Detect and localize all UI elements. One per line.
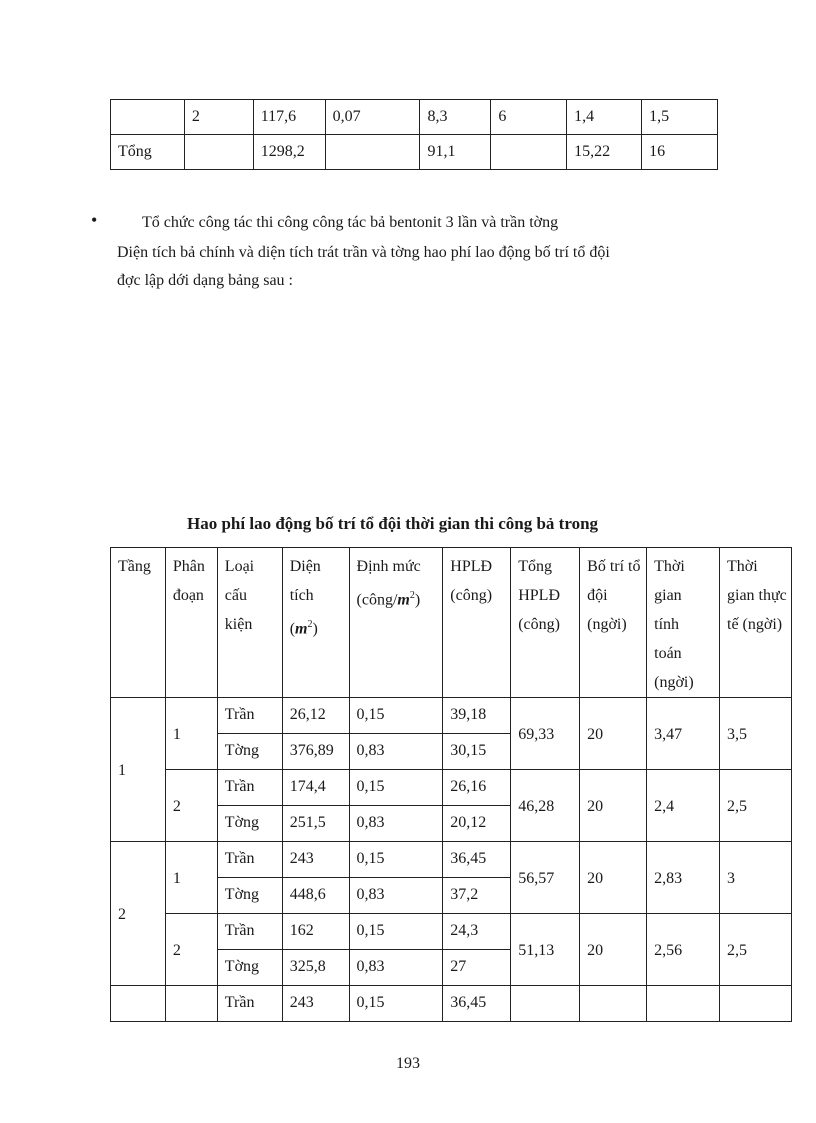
table-cell: 8,3	[420, 100, 491, 135]
table-cell	[491, 135, 567, 170]
hpld-cell: 39,18	[443, 698, 511, 734]
table-cell: 91,1	[420, 135, 491, 170]
segment-cell: 1	[165, 698, 217, 770]
area-cell: 325,8	[282, 950, 349, 986]
time-actual-cell: 3	[720, 842, 792, 914]
header-component: Loại cấu kiện	[217, 548, 282, 698]
hpld-cell: 37,2	[443, 878, 511, 914]
table-cell	[111, 100, 185, 135]
hpld-cell: 26,16	[443, 770, 511, 806]
component-cell: Trần	[217, 770, 282, 806]
area-cell: 174,4	[282, 770, 349, 806]
area-cell: 162	[282, 914, 349, 950]
segment-cell: 2	[165, 914, 217, 986]
table-cell: 2	[184, 100, 253, 135]
header-team: Bố trí tổ đội (ngời)	[580, 548, 647, 698]
table-cell: 16	[642, 135, 718, 170]
table-cell: 15,22	[567, 135, 642, 170]
table-row	[111, 914, 792, 950]
table-row	[111, 698, 792, 734]
table-cell: 0,07	[325, 100, 420, 135]
time-actual-cell	[720, 986, 792, 1022]
norm-cell: 0,15	[349, 914, 443, 950]
table-row	[111, 842, 792, 878]
table-row	[111, 100, 718, 135]
hpld-cell: 27	[443, 950, 511, 986]
table-row	[111, 135, 718, 170]
table-cell: 6	[491, 100, 567, 135]
team-cell: 20	[580, 698, 647, 770]
table-cell: 1,4	[567, 100, 642, 135]
table-cell	[184, 135, 253, 170]
floor-cell: 1	[111, 698, 166, 842]
norm-cell: 0,15	[349, 698, 443, 734]
area-cell: 251,5	[282, 806, 349, 842]
component-cell: Tờng	[217, 734, 282, 770]
time-calc-cell: 2,4	[647, 770, 720, 842]
area-cell: 448,6	[282, 878, 349, 914]
table-cell	[325, 135, 420, 170]
norm-cell: 0,83	[349, 878, 443, 914]
area-cell: 376,89	[282, 734, 349, 770]
hpld-cell: 36,45	[443, 842, 511, 878]
bullet-text: Tổ chức công tác thi công công tác bả bentonit 3 lần và trần tờng	[142, 214, 559, 231]
hpld-cell: 30,15	[443, 734, 511, 770]
total-hpld-cell: 56,57	[511, 842, 580, 914]
component-cell: Tờng	[217, 950, 282, 986]
page-number: 193	[396, 1055, 420, 1072]
hpld-cell: 36,45	[443, 986, 511, 1022]
bullet-icon: •	[91, 210, 98, 230]
team-cell	[580, 986, 647, 1022]
header-floor: Tầng	[111, 548, 166, 698]
component-cell: Trần	[217, 842, 282, 878]
norm-cell: 0,83	[349, 734, 443, 770]
header-row	[111, 548, 792, 698]
total-hpld-cell: 69,33	[511, 698, 580, 770]
header-norm: Định mức $(công/m^2)$	[349, 548, 443, 698]
segment-cell	[165, 986, 217, 1022]
total-hpld-cell: 51,13	[511, 914, 580, 986]
total-hpld-cell: 46,28	[511, 770, 580, 842]
area-cell: 26,12	[282, 698, 349, 734]
paragraph-line: Diện tích bả chính và diện tích trát trần và tờng hao phí lao động bố trí tổ đội	[117, 244, 610, 261]
floor-cell: 2	[111, 842, 166, 986]
component-cell: Tờng	[217, 806, 282, 842]
time-actual-cell: 3,5	[720, 698, 792, 770]
norm-cell: 0,83	[349, 806, 443, 842]
area-cell: 243	[282, 842, 349, 878]
hpld-cell: 20,12	[443, 806, 511, 842]
continuation-table	[110, 99, 718, 170]
component-cell: Trần	[217, 986, 282, 1022]
table-cell: Tổng	[111, 135, 185, 170]
table-cell: 1298,2	[253, 135, 325, 170]
header-segment: Phân đoạn	[165, 548, 217, 698]
labor-cost-table	[110, 547, 792, 1022]
norm-cell: 0,83	[349, 950, 443, 986]
header-area: Diện tích $(m^2)$	[282, 548, 349, 698]
table-row	[111, 770, 792, 806]
header-time-calc: Thời gian tính toán (ngời)	[647, 548, 720, 698]
hpld-cell: 24,3	[443, 914, 511, 950]
segment-cell: 1	[165, 842, 217, 914]
norm-cell: 0,15	[349, 842, 443, 878]
component-cell: Trần	[217, 698, 282, 734]
table-cell: 117,6	[253, 100, 325, 135]
table-row	[111, 986, 792, 1022]
table-cell: 1,5	[642, 100, 718, 135]
time-calc-cell: 2,56	[647, 914, 720, 986]
norm-cell: 0,15	[349, 770, 443, 806]
component-cell: Tờng	[217, 878, 282, 914]
norm-cell: 0,15	[349, 986, 443, 1022]
floor-cell	[111, 986, 166, 1022]
time-actual-cell: 2,5	[720, 770, 792, 842]
area-cell: 243	[282, 986, 349, 1022]
header-total-hpld: Tổng HPLĐ (công)	[511, 548, 580, 698]
team-cell: 20	[580, 842, 647, 914]
paragraph-line: đợc lập dới dạng bảng sau :	[117, 272, 293, 289]
time-actual-cell: 2,5	[720, 914, 792, 986]
header-hpld: HPLĐ (công)	[443, 548, 511, 698]
time-calc-cell	[647, 986, 720, 1022]
team-cell: 20	[580, 770, 647, 842]
time-calc-cell: 3,47	[647, 698, 720, 770]
time-calc-cell: 2,83	[647, 842, 720, 914]
header-time-actual: Thời gian thực tế (ngời)	[720, 548, 792, 698]
total-hpld-cell	[511, 986, 580, 1022]
team-cell: 20	[580, 914, 647, 986]
segment-cell: 2	[165, 770, 217, 842]
table-title: Hao phí lao động bố trí tổ đội thời gian thi công bả trong	[187, 514, 599, 533]
component-cell: Trần	[217, 914, 282, 950]
